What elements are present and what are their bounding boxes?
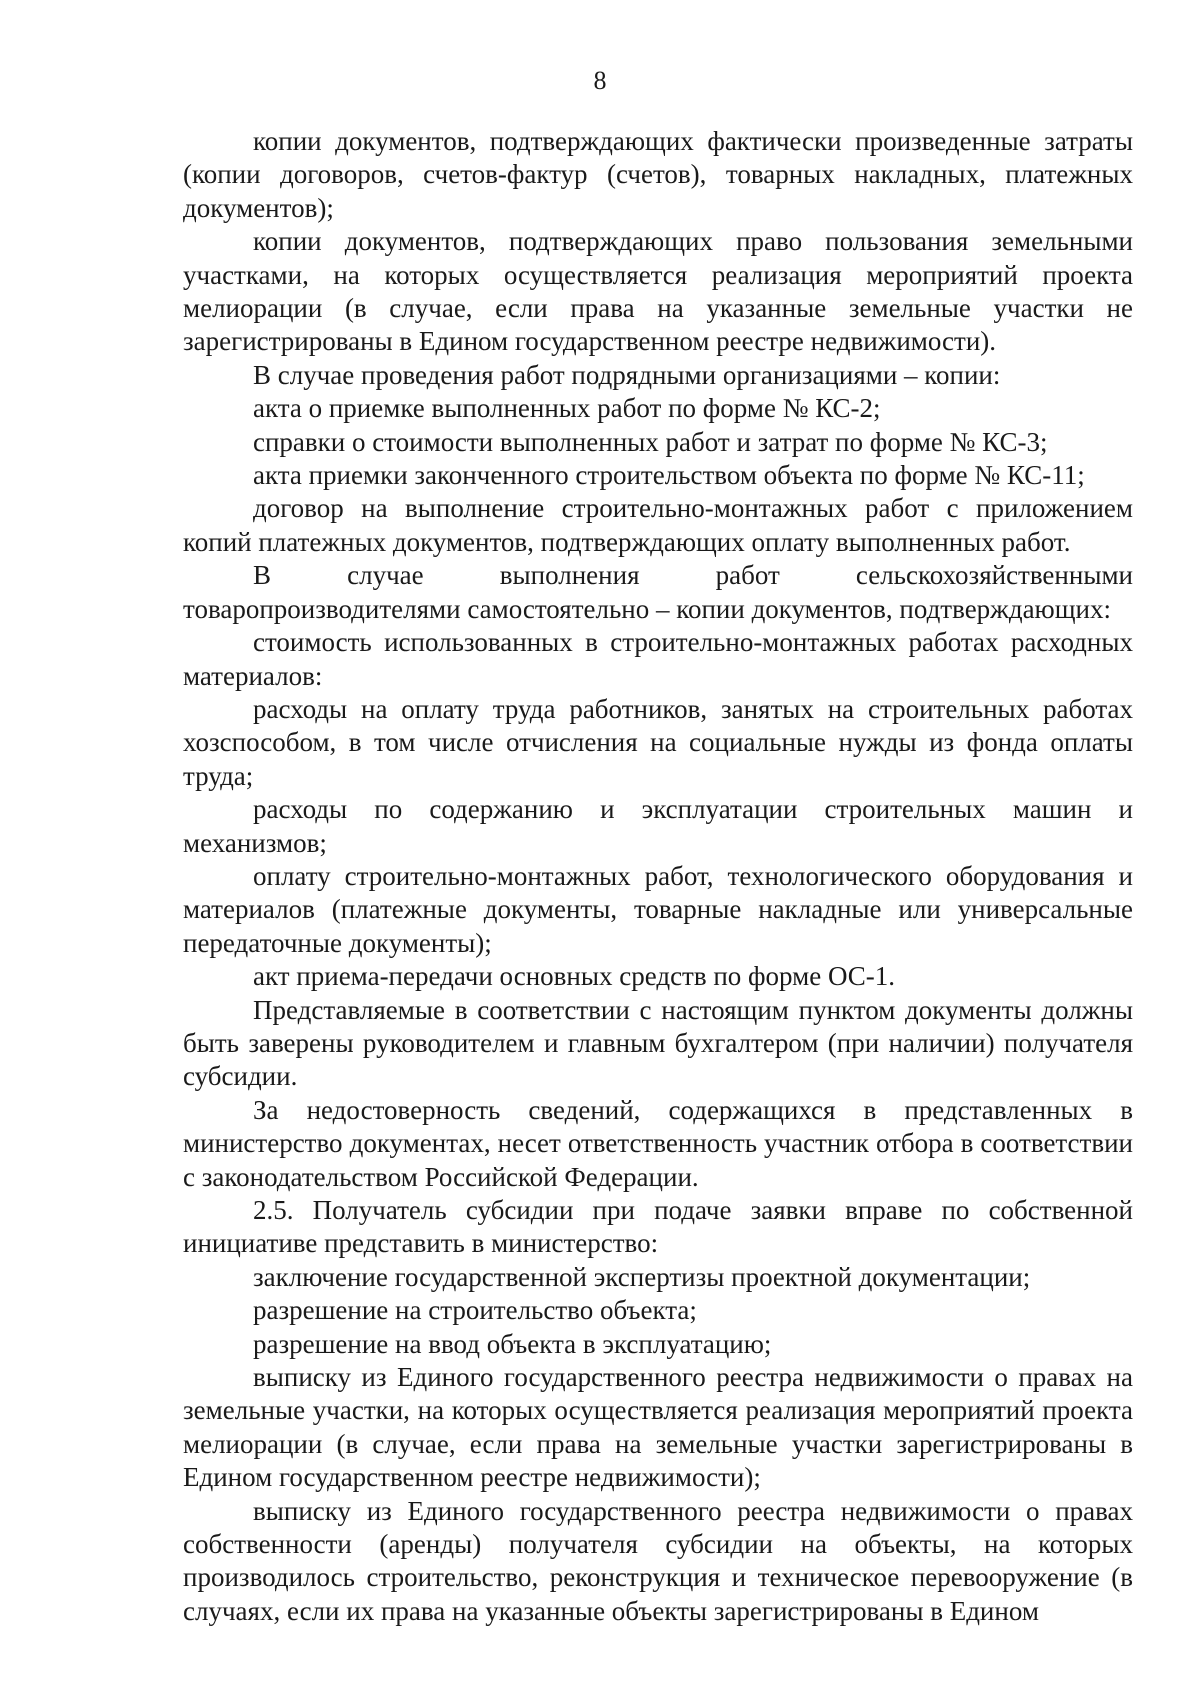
paragraph-responsibility: За недостоверность сведений, содержащихся в представленных в министерство документах, несет ответственность участник отбора в соответствии с законодательством Российской Федерации. xyxy=(183,1094,1133,1192)
paragraph-expertise-conclusion: заключение государственной экспертизы проектной документации; xyxy=(253,1261,1031,1292)
paragraph-section-2-5: 2.5. Получатель субсидии при подаче заявки вправе по собственной инициативе представить в министерство: xyxy=(183,1195,1133,1259)
document-body xyxy=(183,125,1133,1628)
paragraph-self-performed-intro: В случае выполнения работ сельскохозяйственными товаропроизводителями самостоятельно – копии документов, подтверждающих: xyxy=(183,560,1133,624)
paragraph-materials-cost: стоимость использованных в строительно-монтажных работах расходных материалов: xyxy=(183,627,1133,691)
paragraph-certification: Представляемые в соответствии с настоящим пунктом документы должны быть заверены руководителем и главным бухгалтером (при наличии) получателя субсидии. xyxy=(183,994,1133,1092)
paragraph-land-use-documents: копии документов, подтверждающих право пользования земельными участками, на которых осуществляется реализация мероприятий проекта мелиорации (в случае, если права на указанные земельные участки не зарегистрированы в Едином государственном реестре недвижимости). xyxy=(183,226,1133,357)
page-number: 8 xyxy=(593,66,607,95)
paragraph-property-registry-extract: выписку из Единого государственного реестра недвижимости о правах собственности (аренды) получателя субсидии на объекты, на которых производилось строительство, реконструкция и техническое перевооружение (в случаях, если их права на указанные объекты зарегистрированы в Едином xyxy=(183,1495,1133,1626)
paragraph-equipment-payment: оплату строительно-монтажных работ, технологического оборудования и материалов (платежные документы, товарные накладные или универсальные передаточные документы); xyxy=(183,860,1133,958)
paragraph-commissioning-permit: разрешение на ввод объекта в эксплуатацию; xyxy=(253,1328,772,1359)
paragraph-construction-contract: договор на выполнение строительно-монтажных работ с приложением копий платежных документов, подтверждающих оплату выполненных работ. xyxy=(183,493,1133,557)
paragraph-contractor-intro: В случае проведения работ подрядными организациями – копии: xyxy=(253,359,1001,390)
paragraph-os1: акт приема-передачи основных средств по форме ОС-1. xyxy=(253,961,896,992)
paragraph-ks11: акта приемки законченного строительством объекта по форме № КС-11; xyxy=(253,460,1085,491)
paragraph-construction-permit: разрешение на строительство объекта; xyxy=(253,1295,697,1326)
paragraph-ks3: справки о стоимости выполненных работ и затрат по форме № КС-3; xyxy=(253,426,1048,457)
paragraph-labor-costs: расходы на оплату труда работников, занятых на строительных работах хозспособом, в том числе отчисления на социальные нужды из фонда оплаты труда; xyxy=(183,693,1133,791)
paragraph-land-registry-extract: выписку из Единого государственного реестра недвижимости о правах на земельные участки, на которых осуществляется реализация мероприятий проекта мелиорации (в случае, если права на земельные участки зарегистрированы в Едином государственном реестре недвижимости); xyxy=(183,1362,1133,1493)
paragraph-ks2: акта о приемке выполненных работ по форме № КС-2; xyxy=(253,393,881,424)
paragraph-costs-documents: копии документов, подтверждающих фактически произведенные затраты (копии договоров, счетов-фактур (счетов), товарных накладных, платежных документов); xyxy=(183,126,1133,223)
paragraph-machinery-costs: расходы по содержанию и эксплуатации строительных машин и механизмов; xyxy=(183,794,1133,858)
